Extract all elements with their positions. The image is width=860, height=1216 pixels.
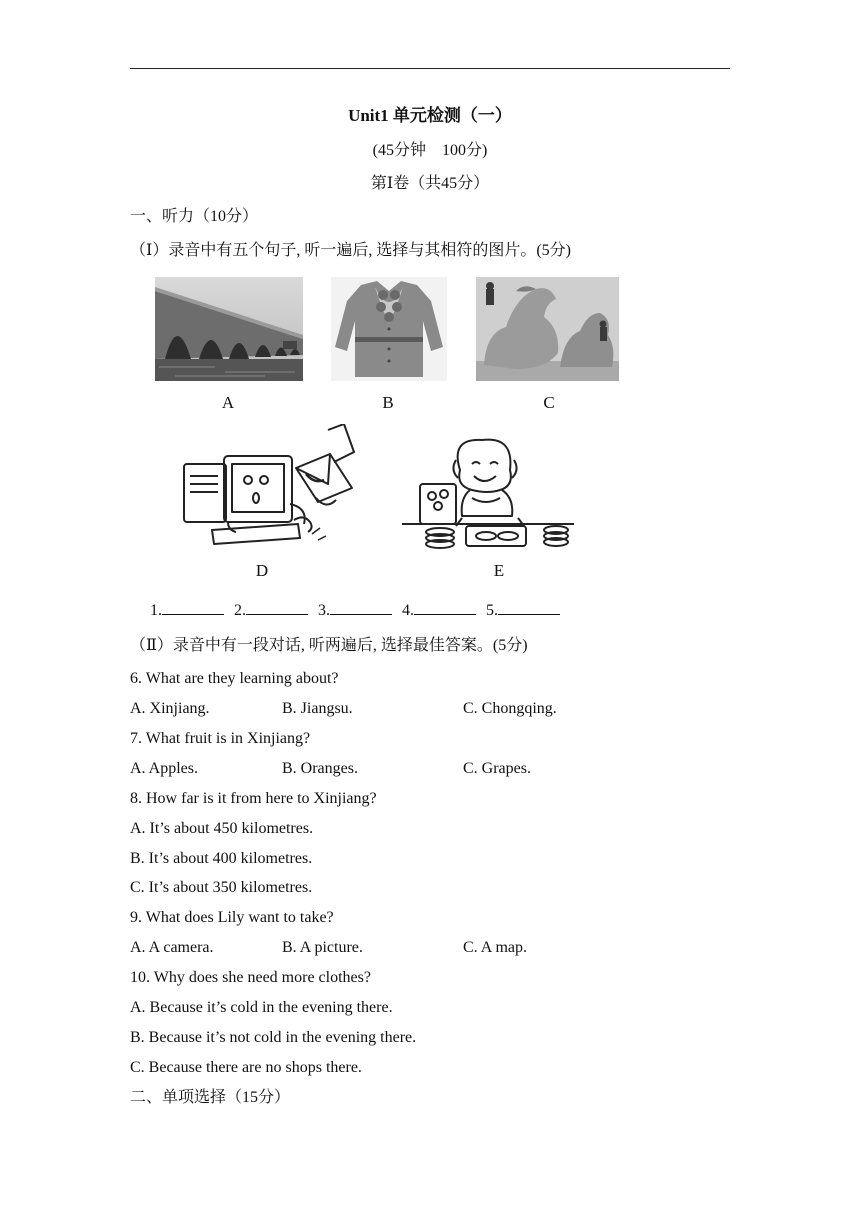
blank-3[interactable]: [318, 600, 392, 620]
picture-label-e: E: [493, 561, 505, 580]
q9-option-a[interactable]: A. A camera.: [130, 939, 214, 956]
q10-option-c[interactable]: C. Because there are no shops there.: [130, 1059, 362, 1076]
q9-option-c[interactable]: C. A map.: [463, 939, 528, 956]
blank-2[interactable]: [234, 600, 308, 620]
horse-sculpture-picture: [476, 277, 619, 381]
picture-label-a: A: [221, 393, 235, 412]
question-6: 6. What are they learning about?: [130, 670, 339, 687]
picture-label-d: D: [255, 561, 269, 580]
q6-option-b[interactable]: B. Jiangsu.: [282, 700, 353, 717]
computer-email-picture: [178, 424, 358, 554]
bridge-picture: [155, 277, 303, 381]
part1-instruction: （Ⅰ）录音中有五个句子, 听一遍后, 选择与其相符的图片。(5分): [130, 242, 571, 259]
page-title: Unit1 单元检测（一）: [348, 106, 512, 125]
question-10: 10. Why does she need more clothes?: [130, 969, 371, 986]
washing-dishes-picture: [400, 436, 576, 550]
q8-option-b[interactable]: B. It’s about 400 kilometres.: [130, 850, 313, 867]
blank-number: 3.: [318, 602, 330, 619]
q6-option-c[interactable]: C. Chongqing.: [463, 700, 557, 717]
blank-number: 2.: [234, 602, 246, 619]
q10-option-b[interactable]: B. Because it’s not cold in the evening there.: [130, 1029, 417, 1046]
q7-option-a[interactable]: A. Apples.: [130, 760, 198, 777]
picture-label-c: C: [543, 393, 555, 412]
blank-4[interactable]: [402, 600, 476, 620]
blank-5[interactable]: [486, 600, 560, 620]
q8-option-c[interactable]: C. It’s about 350 kilometres.: [130, 879, 313, 896]
q7-option-b[interactable]: B. Oranges.: [282, 760, 358, 777]
blank-number: 1.: [150, 602, 162, 619]
question-8: 8. How far is it from here to Xinjiang?: [130, 790, 377, 807]
question-9: 9. What does Lily want to take?: [130, 909, 334, 926]
blank-number: 5.: [486, 602, 498, 619]
q9-option-b[interactable]: B. A picture.: [282, 939, 363, 956]
blank-1[interactable]: [150, 600, 224, 620]
q7-option-c[interactable]: C. Grapes.: [463, 760, 531, 777]
paper-part-heading: 第Ⅰ卷（共45分）: [370, 175, 490, 192]
header-rule: [130, 68, 730, 69]
q8-option-a[interactable]: A. It’s about 450 kilometres.: [130, 820, 314, 837]
answer-blanks: [150, 600, 566, 620]
picture-label-b: B: [382, 393, 394, 412]
section-listening-heading: 一、听力（10分）: [130, 208, 259, 225]
question-7: 7. What fruit is in Xinjiang?: [130, 730, 311, 747]
blank-number: 4.: [402, 602, 414, 619]
exam-duration-score: (45分钟 100分): [372, 142, 488, 159]
q6-option-a[interactable]: A. Xinjiang.: [130, 700, 210, 717]
q10-option-a[interactable]: A. Because it’s cold in the evening there.: [130, 999, 393, 1016]
part2-instruction: （Ⅱ）录音中有一段对话, 听两遍后, 选择最佳答案。(5分): [130, 637, 528, 654]
section-single-choice-heading: 二、单项选择（15分）: [130, 1089, 291, 1106]
blouse-picture: [331, 277, 447, 381]
